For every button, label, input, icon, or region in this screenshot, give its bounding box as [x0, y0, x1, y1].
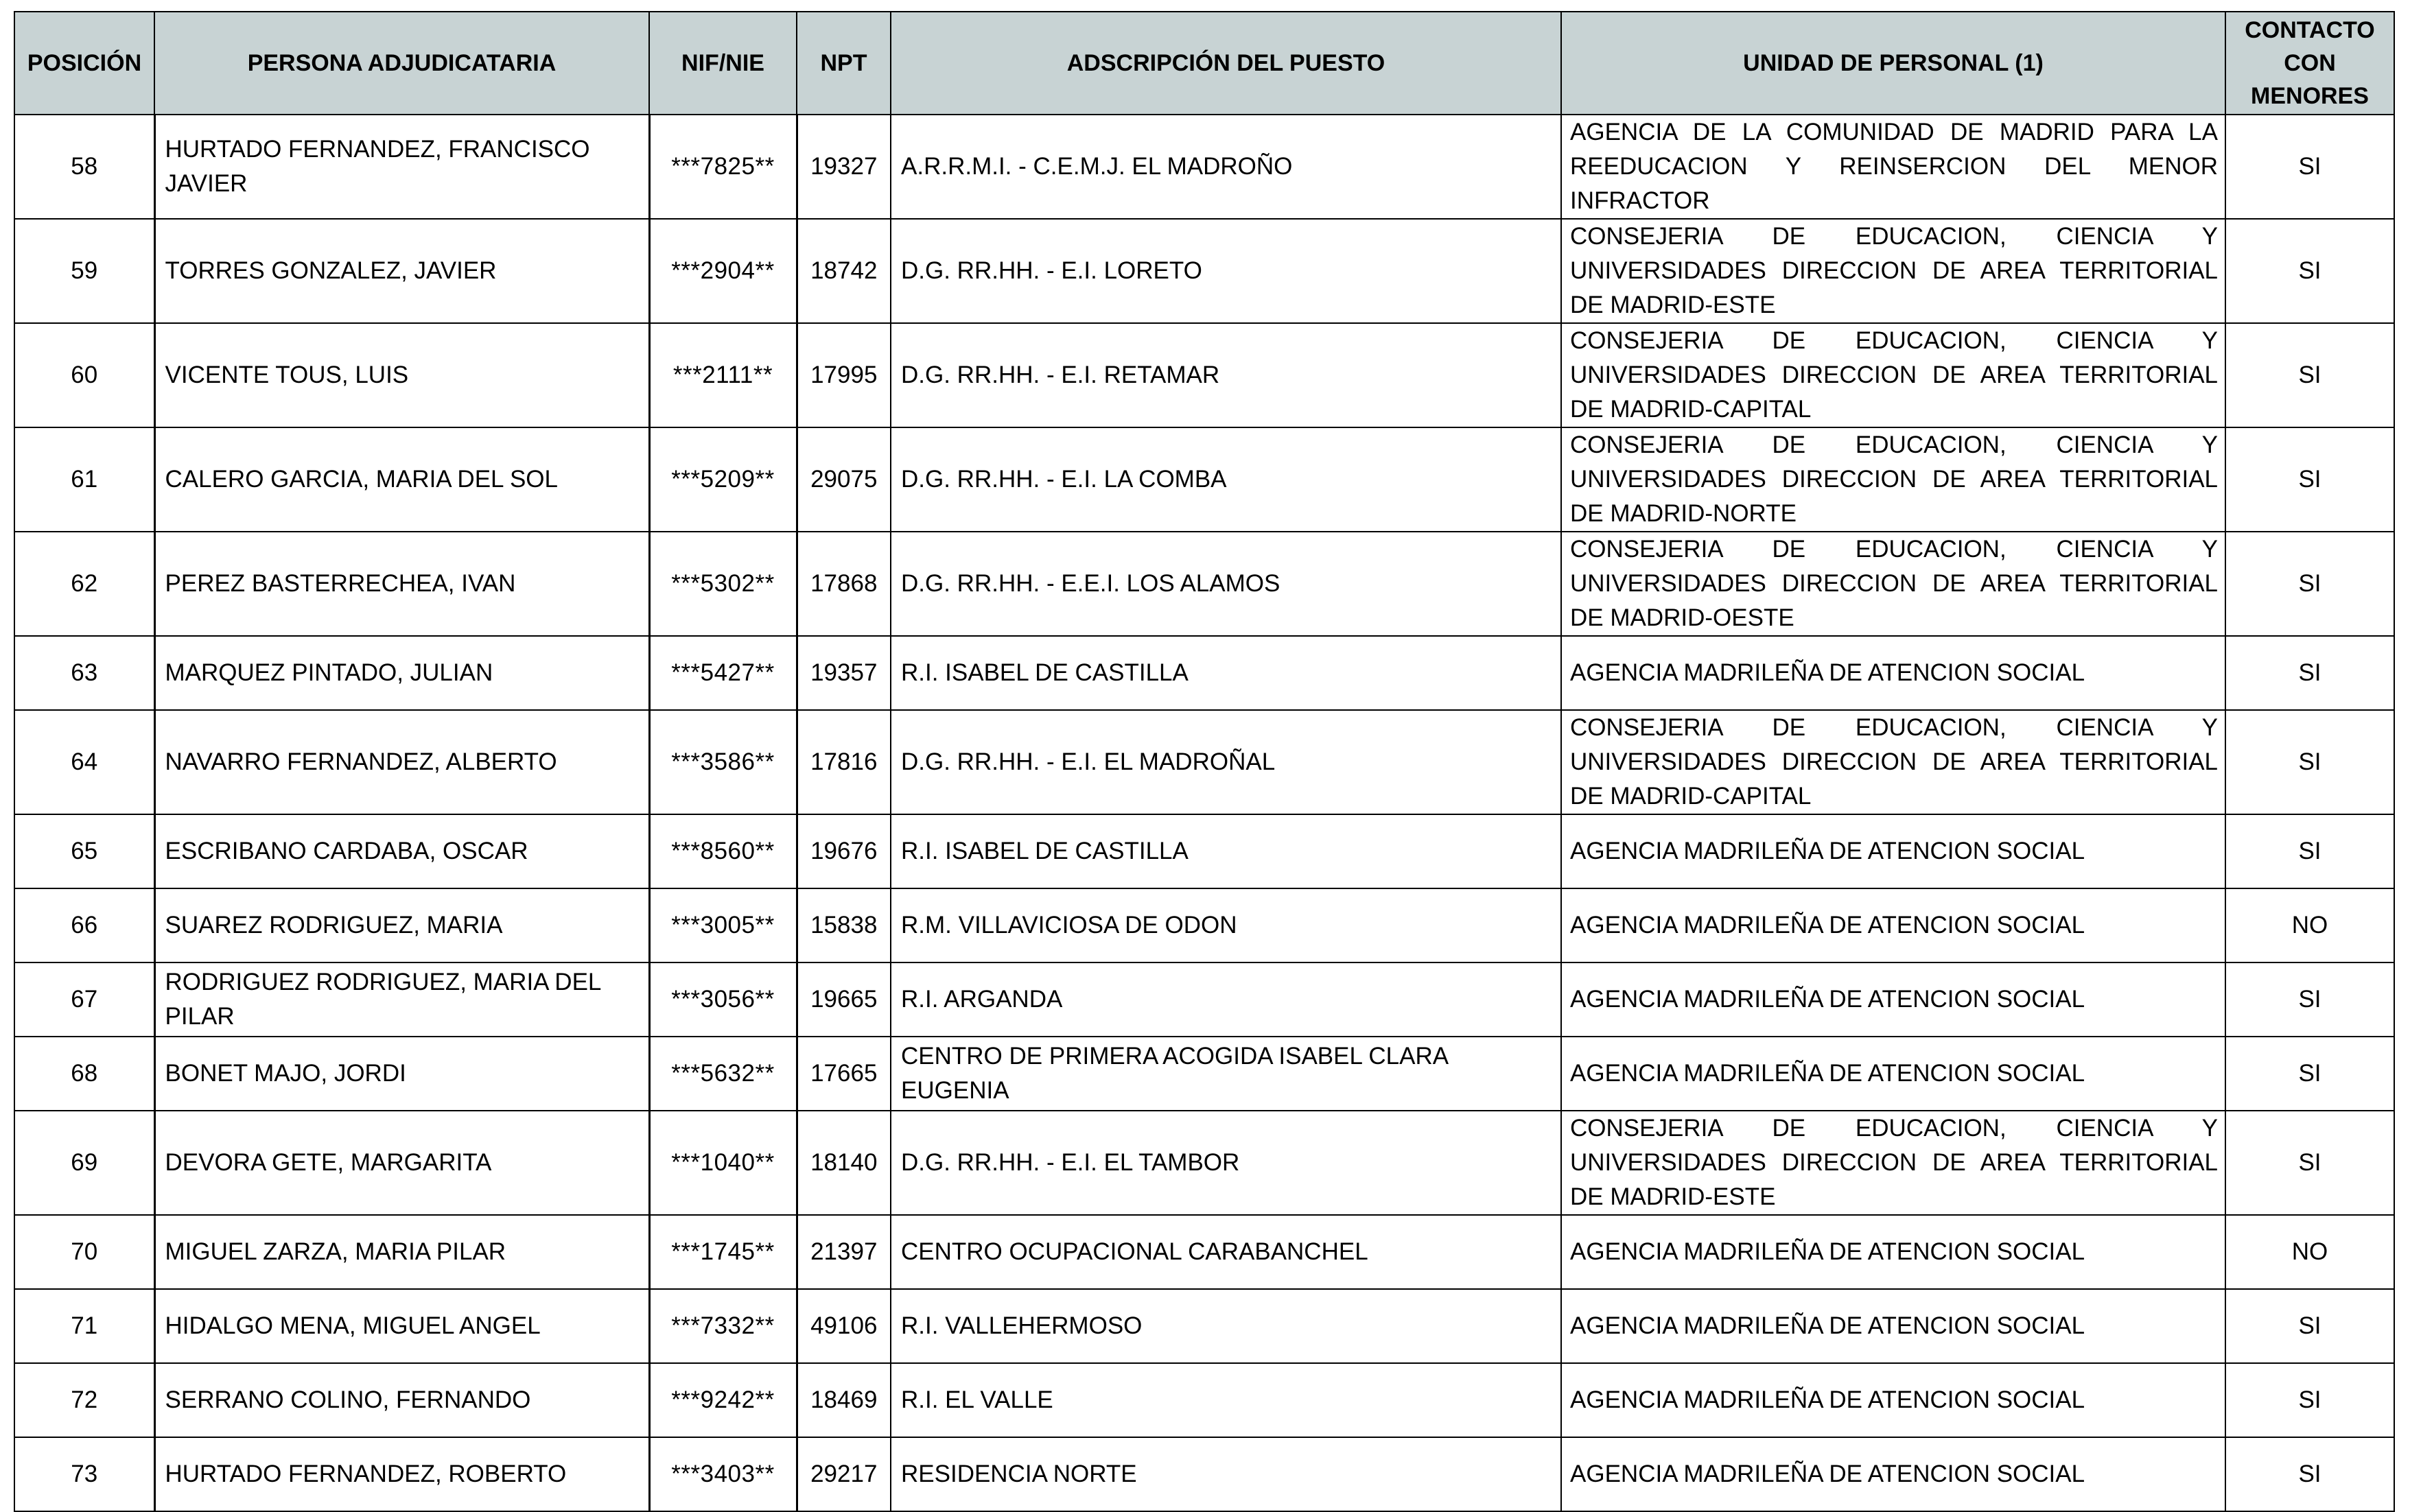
cell-npt: 19357	[797, 636, 891, 710]
cell-nif: ***3005**	[649, 888, 797, 962]
cell-persona: VICENTE TOUS, LUIS	[154, 323, 649, 427]
cell-contacto: SI	[2225, 1363, 2394, 1437]
cell-adscripcion: R.I. ISABEL DE CASTILLA	[891, 814, 1561, 888]
cell-posicion: 64	[14, 710, 154, 814]
cell-adscripcion: D.G. RR.HH. - E.I. EL MADROÑAL	[891, 710, 1561, 814]
cell-unidad: AGENCIA MADRILEÑA DE ATENCION SOCIAL	[1561, 962, 2225, 1037]
cell-persona: CALERO GARCIA, MARIA DEL SOL	[154, 427, 649, 532]
cell-nif: ***1745**	[649, 1215, 797, 1289]
cell-npt: 49106	[797, 1289, 891, 1363]
cell-unidad: AGENCIA MADRILEÑA DE ATENCION SOCIAL	[1561, 814, 2225, 888]
cell-contacto: SI	[2225, 1437, 2394, 1511]
cell-contacto: SI	[2225, 1111, 2394, 1215]
cell-unidad: CONSEJERIA DE EDUCACION, CIENCIA Y UNIVERSIDADES DIRECCION DE AREA TERRITORIAL DE MADRID-ESTE	[1561, 1111, 2225, 1215]
cell-npt: 29217	[797, 1437, 891, 1511]
cell-nif: ***9242**	[649, 1363, 797, 1437]
table-row	[14, 962, 2394, 1037]
cell-contacto: SI	[2225, 962, 2394, 1037]
cell-persona: HURTADO FERNANDEZ, ROBERTO	[154, 1437, 649, 1511]
cell-unidad: CONSEJERIA DE EDUCACION, CIENCIA Y UNIVERSIDADES DIRECCION DE AREA TERRITORIAL DE MADRID-CAPITAL	[1561, 323, 2225, 427]
cell-adscripcion: D.G. RR.HH. - E.I. EL TAMBOR	[891, 1111, 1561, 1215]
cell-nif: ***3586**	[649, 710, 797, 814]
cell-nif: ***8560**	[649, 814, 797, 888]
cell-nif: ***1040**	[649, 1111, 797, 1215]
cell-nif: ***5427**	[649, 636, 797, 710]
cell-adscripcion: A.R.R.M.I. - C.E.M.J. EL MADROÑO	[891, 115, 1561, 219]
cell-npt: 18469	[797, 1363, 891, 1437]
cell-unidad: CONSEJERIA DE EDUCACION, CIENCIA Y UNIVERSIDADES DIRECCION DE AREA TERRITORIAL DE MADRID-NORTE	[1561, 427, 2225, 532]
table-row	[14, 532, 2394, 636]
cell-unidad: AGENCIA MADRILEÑA DE ATENCION SOCIAL	[1561, 1037, 2225, 1111]
cell-contacto: SI	[2225, 532, 2394, 636]
cell-contacto: NO	[2225, 888, 2394, 962]
header-posicion: POSICIÓN	[14, 12, 154, 115]
cell-adscripcion: R.M. VILLAVICIOSA DE ODON	[891, 888, 1561, 962]
cell-adscripcion: R.I. ARGANDA	[891, 962, 1561, 1037]
cell-contacto: SI	[2225, 1037, 2394, 1111]
header-adscripcion-del-puesto: ADSCRIPCIÓN DEL PUESTO	[891, 12, 1561, 115]
cell-unidad: CONSEJERIA DE EDUCACION, CIENCIA Y UNIVERSIDADES DIRECCION DE AREA TERRITORIAL DE MADRID-OESTE	[1561, 532, 2225, 636]
cell-persona: SUAREZ RODRIGUEZ, MARIA	[154, 888, 649, 962]
table-row	[14, 814, 2394, 888]
cell-persona: PEREZ BASTERRECHEA, IVAN	[154, 532, 649, 636]
cell-persona: MIGUEL ZARZA, MARIA PILAR	[154, 1215, 649, 1289]
cell-adscripcion: CENTRO DE PRIMERA ACOGIDA ISABEL CLARA EUGENIA	[891, 1037, 1561, 1111]
cell-contacto: SI	[2225, 710, 2394, 814]
cell-npt: 19327	[797, 115, 891, 219]
cell-nif: ***5209**	[649, 427, 797, 532]
cell-posicion: 60	[14, 323, 154, 427]
cell-unidad: AGENCIA MADRILEÑA DE ATENCION SOCIAL	[1561, 888, 2225, 962]
cell-npt: 29075	[797, 427, 891, 532]
cell-posicion: 59	[14, 219, 154, 323]
cell-posicion: 72	[14, 1363, 154, 1437]
cell-adscripcion: R.I. VALLEHERMOSO	[891, 1289, 1561, 1363]
cell-adscripcion: RESIDENCIA NORTE	[891, 1437, 1561, 1511]
header-unidad-de-personal: UNIDAD DE PERSONAL (1)	[1561, 12, 2225, 115]
cell-nif: ***5632**	[649, 1037, 797, 1111]
cell-adscripcion: D.G. RR.HH. - E.E.I. LOS ALAMOS	[891, 532, 1561, 636]
table-row	[14, 1215, 2394, 1289]
table-row	[14, 1111, 2394, 1215]
cell-persona: TORRES GONZALEZ, JAVIER	[154, 219, 649, 323]
cell-unidad: AGENCIA MADRILEÑA DE ATENCION SOCIAL	[1561, 1289, 2225, 1363]
cell-adscripcion: D.G. RR.HH. - E.I. LA COMBA	[891, 427, 1561, 532]
header-npt: NPT	[797, 12, 891, 115]
cell-posicion: 71	[14, 1289, 154, 1363]
header-nif-nie: NIF/NIE	[649, 12, 797, 115]
cell-unidad: AGENCIA MADRILEÑA DE ATENCION SOCIAL	[1561, 1437, 2225, 1511]
cell-posicion: 58	[14, 115, 154, 219]
table-body	[14, 115, 2394, 1511]
cell-unidad: AGENCIA MADRILEÑA DE ATENCION SOCIAL	[1561, 636, 2225, 710]
cell-posicion: 61	[14, 427, 154, 532]
cell-persona: RODRIGUEZ RODRIGUEZ, MARIA DEL PILAR	[154, 962, 649, 1037]
cell-npt: 19676	[797, 814, 891, 888]
table-row	[14, 1289, 2394, 1363]
table-row	[14, 323, 2394, 427]
header-persona-adjudicataria: PERSONA ADJUDICATARIA	[154, 12, 649, 115]
cell-unidad: CONSEJERIA DE EDUCACION, CIENCIA Y UNIVERSIDADES DIRECCION DE AREA TERRITORIAL DE MADRID-CAPITAL	[1561, 710, 2225, 814]
table-header	[14, 12, 2394, 115]
cell-nif: ***7332**	[649, 1289, 797, 1363]
table-row	[14, 1437, 2394, 1511]
cell-posicion: 70	[14, 1215, 154, 1289]
cell-posicion: 62	[14, 532, 154, 636]
cell-adscripcion: R.I. EL VALLE	[891, 1363, 1561, 1437]
table-row	[14, 1363, 2394, 1437]
cell-adscripcion: CENTRO OCUPACIONAL CARABANCHEL	[891, 1215, 1561, 1289]
cell-nif: ***7825**	[649, 115, 797, 219]
cell-unidad: CONSEJERIA DE EDUCACION, CIENCIA Y UNIVERSIDADES DIRECCION DE AREA TERRITORIAL DE MADRID-ESTE	[1561, 219, 2225, 323]
cell-posicion: 73	[14, 1437, 154, 1511]
cell-contacto: SI	[2225, 636, 2394, 710]
cell-npt: 17665	[797, 1037, 891, 1111]
cell-contacto: SI	[2225, 219, 2394, 323]
cell-npt: 17868	[797, 532, 891, 636]
table-row	[14, 427, 2394, 532]
table-row	[14, 710, 2394, 814]
cell-contacto: SI	[2225, 323, 2394, 427]
cell-unidad: AGENCIA DE LA COMUNIDAD DE MADRID PARA LA REEDUCACION Y REINSERCION DEL MENOR INFRACTOR	[1561, 115, 2225, 219]
cell-adscripcion: D.G. RR.HH. - E.I. LORETO	[891, 219, 1561, 323]
cell-npt: 18742	[797, 219, 891, 323]
cell-nif: ***3403**	[649, 1437, 797, 1511]
cell-contacto: SI	[2225, 1289, 2394, 1363]
cell-nif: ***5302**	[649, 532, 797, 636]
cell-npt: 17995	[797, 323, 891, 427]
cell-persona: SERRANO COLINO, FERNANDO	[154, 1363, 649, 1437]
cell-persona: ESCRIBANO CARDABA, OSCAR	[154, 814, 649, 888]
cell-contacto: SI	[2225, 427, 2394, 532]
cell-contacto: SI	[2225, 814, 2394, 888]
cell-npt: 21397	[797, 1215, 891, 1289]
cell-persona: DEVORA GETE, MARGARITA	[154, 1111, 649, 1215]
cell-npt: 17816	[797, 710, 891, 814]
cell-nif: ***2904**	[649, 219, 797, 323]
cell-contacto: SI	[2225, 115, 2394, 219]
document-page	[14, 11, 2394, 1512]
cell-posicion: 63	[14, 636, 154, 710]
cell-nif: ***2111**	[649, 323, 797, 427]
cell-posicion: 67	[14, 962, 154, 1037]
cell-nif: ***3056**	[649, 962, 797, 1037]
cell-npt: 15838	[797, 888, 891, 962]
cell-unidad: AGENCIA MADRILEÑA DE ATENCION SOCIAL	[1561, 1363, 2225, 1437]
cell-posicion: 68	[14, 1037, 154, 1111]
header-contacto-con-menores: CONTACTO CON MENORES	[2225, 12, 2394, 115]
cell-posicion: 69	[14, 1111, 154, 1215]
cell-npt: 19665	[797, 962, 891, 1037]
table-row	[14, 219, 2394, 323]
cell-posicion: 65	[14, 814, 154, 888]
table-row	[14, 636, 2394, 710]
table-row	[14, 888, 2394, 962]
cell-unidad: AGENCIA MADRILEÑA DE ATENCION SOCIAL	[1561, 1215, 2225, 1289]
cell-persona: HIDALGO MENA, MIGUEL ANGEL	[154, 1289, 649, 1363]
cell-persona: MARQUEZ PINTADO, JULIAN	[154, 636, 649, 710]
cell-persona: NAVARRO FERNANDEZ, ALBERTO	[154, 710, 649, 814]
cell-persona: HURTADO FERNANDEZ, FRANCISCO JAVIER	[154, 115, 649, 219]
table-row	[14, 115, 2394, 219]
cell-contacto: NO	[2225, 1215, 2394, 1289]
cell-npt: 18140	[797, 1111, 891, 1215]
cell-adscripcion: D.G. RR.HH. - E.I. RETAMAR	[891, 323, 1561, 427]
adjudication-table	[14, 11, 2395, 1512]
cell-persona: BONET MAJO, JORDI	[154, 1037, 649, 1111]
table-row	[14, 1037, 2394, 1111]
cell-posicion: 66	[14, 888, 154, 962]
header-row	[14, 12, 2394, 115]
cell-adscripcion: R.I. ISABEL DE CASTILLA	[891, 636, 1561, 710]
